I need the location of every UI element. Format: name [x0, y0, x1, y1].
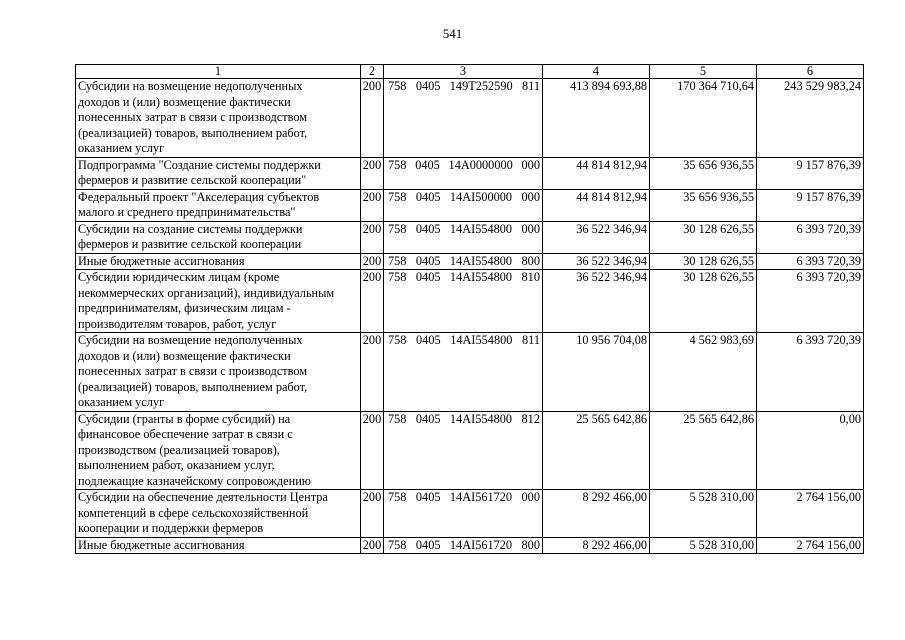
section-code: 0405 — [415, 537, 441, 552]
table-row — [76, 189, 864, 221]
target-article-code: 14АI554800 — [449, 411, 513, 426]
target-article-code: 14АI561720 — [449, 490, 513, 504]
expense-type-code: 800 — [521, 537, 540, 552]
executed-amount: 5 528 310,00 — [650, 537, 757, 554]
description-line: Подпрограмма "Создание системы поддержки — [78, 157, 321, 172]
target-article-code: 14АI554800 — [449, 253, 513, 268]
section-code: 0405 — [415, 189, 441, 204]
remaining-amount: 243 529 983,24 — [757, 79, 864, 158]
expense-type-code: 810 — [521, 270, 540, 284]
expense-type-code: 811 — [522, 333, 540, 347]
executed-amount: 35 656 936,55 — [650, 157, 757, 189]
ministry-code: 200 — [361, 79, 384, 158]
description-line: предпринимателям, физическим лицам - — [78, 301, 291, 315]
budget-classification — [384, 253, 543, 270]
header-row — [76, 65, 864, 79]
description-line: понесенных затрат в связи с производством — [78, 110, 308, 124]
planned-amount: 8 292 466,00 — [543, 537, 650, 554]
target-article-code: 14АI500000 — [449, 189, 513, 204]
description-line: малого и среднего предпринимательства" — [78, 205, 296, 219]
planned-amount: 36 522 346,94 — [543, 221, 650, 253]
description-line: некоммерческих организаций), индивидуальным — [78, 285, 335, 300]
planned-amount: 8 292 466,00 — [543, 490, 650, 538]
description-line: фермеров и развитие сельской кооперации — [78, 237, 302, 251]
row-description — [76, 490, 361, 538]
page-number: 541 — [442, 26, 463, 41]
expense-type-code: 000 — [521, 189, 540, 204]
ministry-code: 200 — [361, 333, 384, 412]
expense-type-code: 000 — [521, 490, 540, 504]
ministry-code: 200 — [361, 189, 384, 221]
header-cell: 5 — [650, 65, 757, 79]
table-row — [76, 333, 864, 412]
chapter-code: 758 — [388, 189, 407, 204]
section-code: 0405 — [415, 411, 441, 426]
budget-classification — [384, 79, 543, 158]
description-line: Субсидии на обеспечение деятельности Центра — [78, 490, 328, 504]
chapter-code: 758 — [388, 270, 407, 284]
description-line: оказанием услуг — [78, 395, 165, 409]
remaining-amount: 2 764 156,00 — [757, 537, 864, 554]
section-code: 0405 — [415, 221, 441, 236]
chapter-code: 758 — [388, 221, 407, 236]
target-article-code: 14АI554800 — [450, 333, 513, 347]
ministry-code: 200 — [361, 253, 384, 270]
budget-classification — [384, 189, 543, 221]
budget-classification — [384, 270, 543, 333]
planned-amount: 10 956 704,08 — [543, 333, 650, 412]
header-cell: 6 — [757, 65, 864, 79]
row-description — [76, 253, 361, 270]
description-line: кооперации и поддержки фермеров — [78, 521, 264, 535]
description-line: подлежащие казначейскому сопровождению — [78, 473, 311, 488]
row-description — [76, 221, 361, 253]
table-row — [76, 221, 864, 253]
budget-classification — [384, 411, 543, 490]
section-code: 0405 — [415, 270, 441, 284]
header-cell: 1 — [76, 65, 361, 79]
chapter-code: 758 — [388, 537, 407, 552]
chapter-code: 758 — [388, 333, 407, 347]
ministry-code: 200 — [361, 270, 384, 333]
table-row — [76, 79, 864, 158]
executed-amount: 25 565 642,86 — [650, 411, 757, 490]
executed-amount: 4 562 983,69 — [650, 333, 757, 412]
remaining-amount: 6 393 720,39 — [757, 270, 864, 333]
target-article-code: 149Т252590 — [449, 79, 513, 93]
expense-type-code: 812 — [521, 411, 540, 426]
planned-amount: 36 522 346,94 — [543, 253, 650, 270]
budget-classification — [384, 157, 543, 189]
description-line: (реализацией) товаров, выполнением работ, — [78, 379, 308, 394]
section-code: 0405 — [416, 333, 441, 347]
description-line: Федеральный проект "Акселерация субъектов — [78, 189, 320, 204]
description-line: Иные бюджетные ассигнования — [78, 253, 245, 268]
section-code: 0405 — [415, 157, 440, 172]
target-article-code: 14АI554800 — [449, 221, 513, 236]
chapter-code: 758 — [388, 157, 407, 172]
executed-amount: 170 364 710,64 — [650, 79, 757, 158]
section-code: 0405 — [415, 490, 441, 504]
section-code: 0405 — [415, 79, 441, 93]
remaining-amount: 0,00 — [757, 411, 864, 490]
description-line: производителям товаров, работ, услуг — [78, 316, 277, 331]
row-description — [76, 79, 361, 158]
row-description — [76, 537, 361, 554]
planned-amount: 36 522 346,94 — [543, 270, 650, 333]
description-line: доходов и (или) возмещение фактически — [78, 348, 291, 363]
header-cell: 2 — [361, 65, 384, 79]
description-line: выполнением работ, оказанием услуг, — [78, 458, 275, 472]
chapter-code: 758 — [388, 253, 407, 268]
expense-type-code: 811 — [521, 79, 540, 93]
budget-table — [75, 64, 864, 554]
expense-type-code: 000 — [521, 157, 540, 172]
ministry-code: 200 — [361, 221, 384, 253]
description-line: компетенций в сфере сельскохозяйственной — [78, 505, 309, 520]
planned-amount: 44 814 812,94 — [543, 157, 650, 189]
description-line: Субсидии (гранты в форме субсидий) на — [78, 411, 291, 426]
row-description — [76, 411, 361, 490]
executed-amount: 30 128 626,55 — [650, 221, 757, 253]
row-description — [76, 157, 361, 189]
ministry-code: 200 — [361, 537, 384, 554]
planned-amount: 413 894 693,88 — [543, 79, 650, 158]
description-line: производством (реализацией товаров), — [78, 442, 280, 457]
description-line: Субсидии на возмещение недополученных — [78, 333, 303, 347]
target-article-code: 14АI561720 — [449, 537, 513, 552]
budget-classification — [384, 490, 543, 538]
description-line: (реализацией) товаров, выполнением работ, — [78, 125, 308, 140]
description-line: Субсидии на возмещение недополученных — [78, 79, 303, 93]
description-line: понесенных затрат в связи с производством — [78, 364, 308, 378]
table-row — [76, 411, 864, 490]
table-row — [76, 157, 864, 189]
ministry-code: 200 — [361, 411, 384, 490]
chapter-code: 758 — [388, 79, 407, 93]
remaining-amount: 2 764 156,00 — [757, 490, 864, 538]
budget-classification — [384, 333, 543, 412]
row-description — [76, 333, 361, 412]
budget-classification — [384, 537, 543, 554]
ministry-code: 200 — [361, 157, 384, 189]
budget-classification — [384, 221, 543, 253]
remaining-amount: 9 157 876,39 — [757, 189, 864, 221]
executed-amount: 5 528 310,00 — [650, 490, 757, 538]
table-row — [76, 537, 864, 554]
remaining-amount: 6 393 720,39 — [757, 253, 864, 270]
remaining-amount: 6 393 720,39 — [757, 221, 864, 253]
chapter-code: 758 — [388, 490, 407, 504]
description-line: Субсидии на создание системы поддержки — [78, 221, 303, 236]
executed-amount: 30 128 626,55 — [650, 270, 757, 333]
planned-amount: 44 814 812,94 — [543, 189, 650, 221]
row-description — [76, 270, 361, 333]
chapter-code: 758 — [388, 411, 407, 426]
ministry-code: 200 — [361, 490, 384, 538]
table-row — [76, 253, 864, 270]
remaining-amount: 9 157 876,39 — [757, 157, 864, 189]
description-line: доходов и (или) возмещение фактически — [78, 94, 291, 109]
target-article-code: 14АI554800 — [449, 270, 513, 284]
description-line: фермеров и развитие сельской кооперации" — [78, 173, 307, 187]
remaining-amount: 6 393 720,39 — [757, 333, 864, 412]
executed-amount: 30 128 626,55 — [650, 253, 757, 270]
description-line: оказанием услуг — [78, 141, 165, 155]
header-cell: 3 — [384, 65, 543, 79]
table-row — [76, 270, 864, 333]
executed-amount: 35 656 936,55 — [650, 189, 757, 221]
section-code: 0405 — [415, 253, 441, 268]
description-line: финансовое обеспечение затрат в связи с — [78, 427, 293, 441]
header-cell: 4 — [543, 65, 650, 79]
target-article-code: 14А0000000 — [448, 157, 513, 172]
expense-type-code: 000 — [521, 221, 540, 236]
description-line: Иные бюджетные ассигнования — [78, 537, 245, 552]
description-line: Субсидии юридическим лицам (кроме — [78, 270, 280, 284]
expense-type-code: 800 — [521, 253, 540, 268]
planned-amount: 25 565 642,86 — [543, 411, 650, 490]
table-row — [76, 490, 864, 538]
row-description — [76, 189, 361, 221]
